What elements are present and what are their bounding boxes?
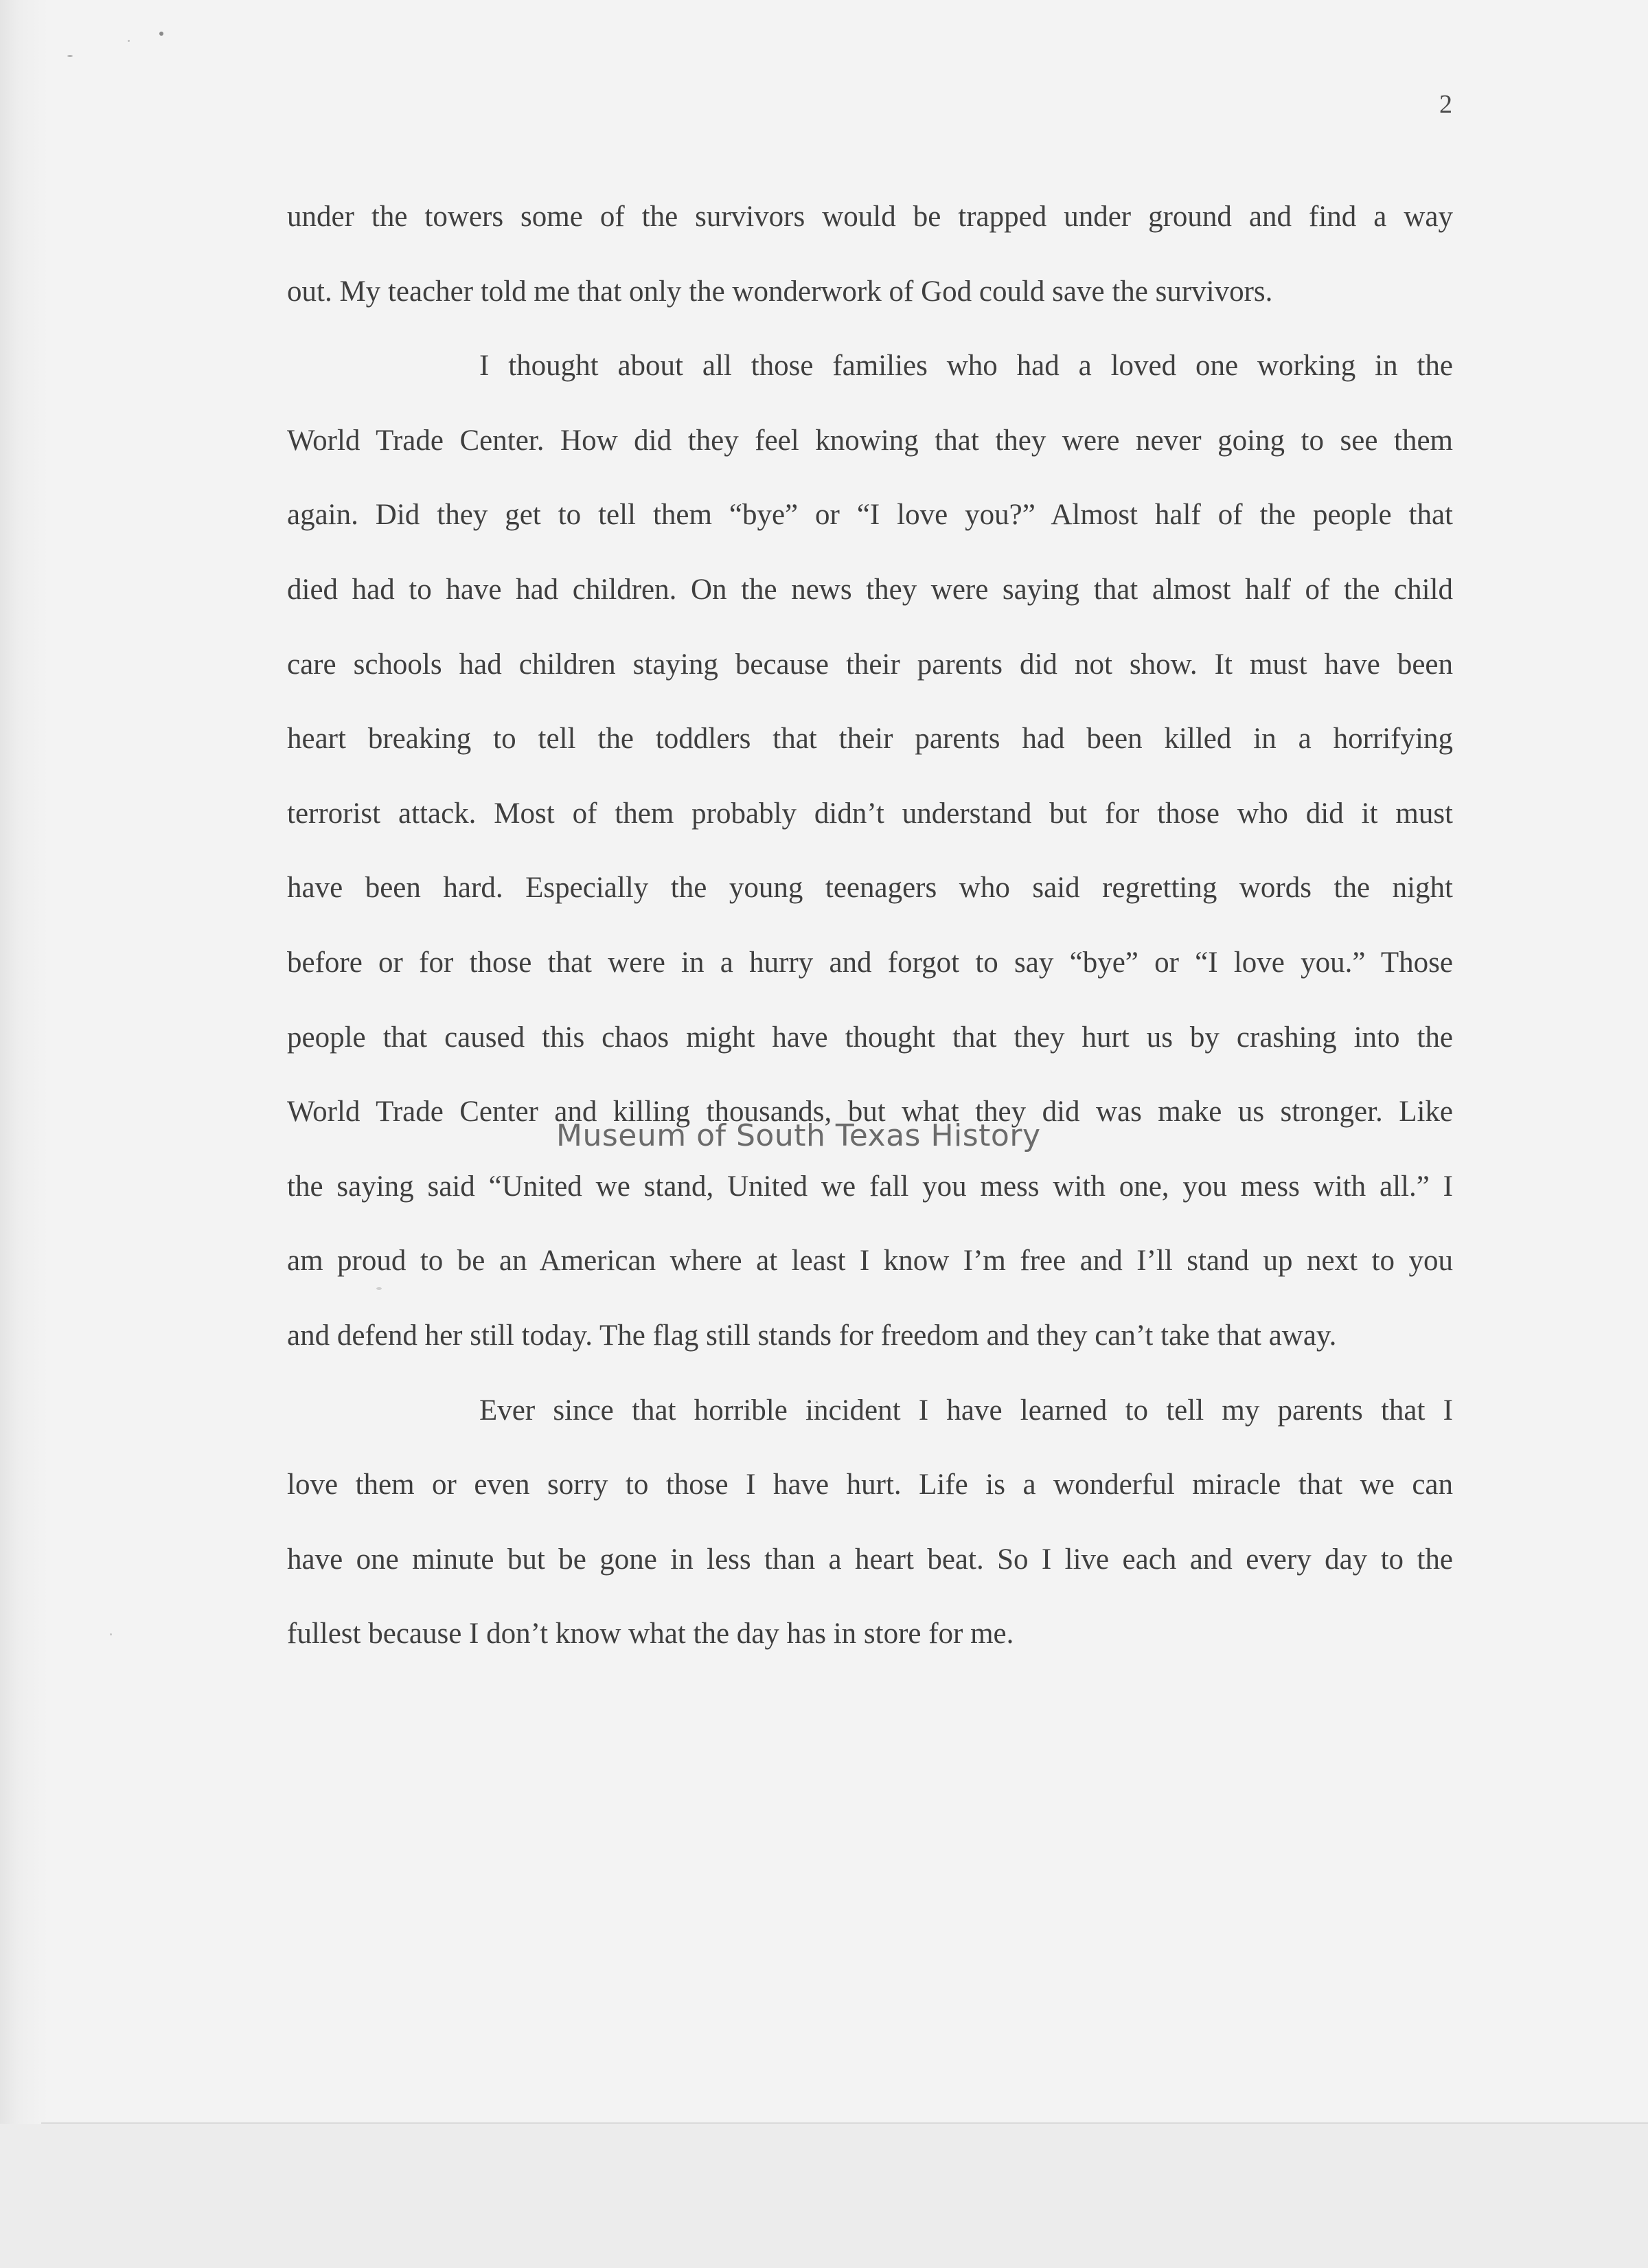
text-line: under the towers some of the survivors would be trapped under ground and find a way [287,201,1453,233]
paragraph-first-line: I thought about all those families who had a loved one working in the [479,350,1453,383]
text-line: and defend her still today. The flag still stands for freedom and they can’t take that away. [287,1319,1337,1352]
text-line: have one minute but be gone in less than a heart beat. So I live each and every day to the [287,1543,1453,1576]
text-line: out. My teacher told me that only the wonderwork of God could save the survivors. [287,275,1273,308]
museum-watermark: Museum of South Texas History [556,1118,1041,1153]
text-line: love them or even sorry to those I have hurt. Life is a wonderful miracle that we can [287,1468,1453,1501]
paragraph-first-line: Ever since that horrible incident I have learned to tell my parents that I [479,1394,1453,1427]
text-line: World Trade Center. How did they feel knowing that they were never going to see them [287,424,1453,457]
text-line: have been hard. Especially the young teenagers who said regretting words the night [287,872,1453,905]
scan-speck [159,32,163,36]
text-line: again. Did they get to tell them “bye” or “I love you?” Almost half of the people that [287,499,1453,532]
page-number: 2 [1439,90,1452,119]
text-line: care schools had children staying because their parents did not show. It must have been [287,648,1453,681]
scan-speck [128,40,130,42]
scanner-bed-margin [0,2124,1648,2268]
text-line: heart breaking to tell the toddlers that their parents had been killed in a horrifying [287,723,1453,756]
text-line: the saying said “United we stand, United we fall you mess with one, you mess with all.” I [287,1170,1453,1203]
scan-left-shadow [0,0,48,2268]
text-line: am proud to be an American where at least I know I’m free and I’ll stand up next to you [287,1245,1453,1278]
scan-speck [110,1633,112,1635]
text-line: fullest because I don’t know what the day has in store for me. [287,1618,1014,1651]
page-bottom-edge [41,2122,1648,2124]
text-line: before or for those that were in a hurry and forgot to say “bye” or “I love you.” Those [287,946,1453,979]
text-line: World Trade Center and killing thousands, but what they did was make us stronger. Like [287,1096,1453,1129]
text-line: terrorist attack. Most of them probably didn’t understand but for those who did it must [287,797,1453,830]
text-line: people that caused this chaos might have thought that they hurt us by crashing into the [287,1021,1453,1054]
scan-speck [67,55,73,57]
essay-body [287,180,1453,1672]
text-line: died had to have had children. On the news they were saying that almost half of the child [287,573,1453,606]
